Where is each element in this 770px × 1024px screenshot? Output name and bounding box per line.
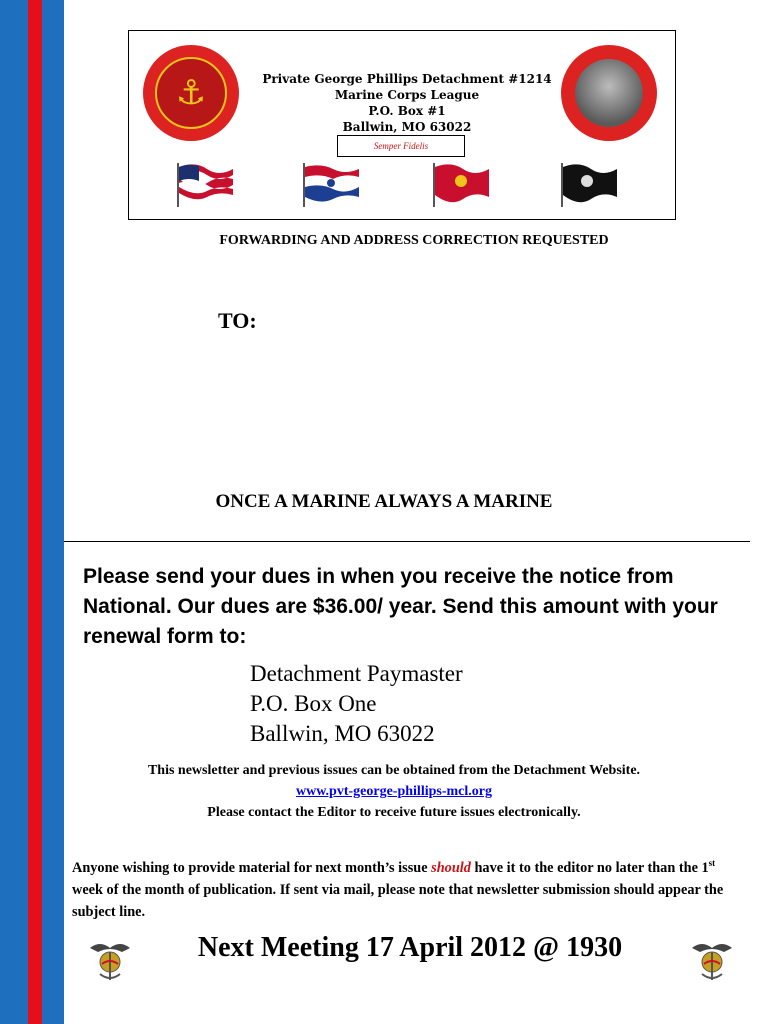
- forwarding-notice: FORWARDING AND ADDRESS CORRECTION REQUESTED: [219, 233, 609, 248]
- org-city: Ballwin, MO 63022: [342, 120, 472, 134]
- detachment-seal: [561, 45, 657, 141]
- website-note-line2: Please contact the Editor to receive future issues electronically.: [207, 805, 581, 820]
- eagle-globe-anchor-icon: [88, 938, 132, 982]
- address-line: Ballwin, MO 63022: [250, 721, 435, 746]
- should-emphasis: should: [431, 859, 471, 876]
- left-red-stripe: [28, 0, 42, 1024]
- ordinal-suffix: st: [708, 858, 716, 868]
- address-line: P.O. Box One: [250, 691, 377, 716]
- website-note-line1: This newsletter and previous issues can be obtained from the Detachment Website.: [147, 763, 641, 778]
- marine-corps-flag-icon: [431, 161, 491, 209]
- address-line: Detachment Paymaster: [250, 661, 463, 686]
- paymaster-address: [250, 659, 463, 749]
- material-text-1: Anyone wishing to provide material for next month’s issue: [72, 859, 432, 876]
- pow-mia-flag-icon: [559, 161, 619, 209]
- eagle-globe-anchor-icon: ⚓: [175, 73, 207, 113]
- motto-line: ONCE A MARINE ALWAYS A MARINE: [215, 491, 553, 512]
- material-text-2: have it to the editor no later than the 1: [470, 859, 709, 876]
- semper-fidelis-box: Semper Fidelis: [337, 135, 465, 157]
- org-name: Private George Phillips Detachment #1214: [262, 72, 552, 86]
- us-flag-icon: [175, 161, 235, 209]
- marine-corps-league-seal: [143, 45, 239, 141]
- to-label: TO:: [218, 308, 257, 333]
- portrait-photo: [575, 59, 643, 127]
- next-meeting-banner: Next Meeting 17 April 2012 @ 1930: [197, 932, 623, 963]
- return-address-box: [128, 30, 676, 220]
- org-league: Marine Corps League: [334, 88, 480, 102]
- website-link[interactable]: www.pvt-george-phillips-mcl.org: [296, 784, 492, 799]
- org-po-box: P.O. Box #1: [368, 104, 446, 118]
- organization-address: [257, 71, 557, 135]
- eagle-globe-anchor-icon: [690, 938, 734, 982]
- left-blue-stripe-inner: [42, 0, 64, 1024]
- material-submission-note: [72, 852, 732, 923]
- left-blue-stripe: [0, 0, 28, 1024]
- material-text-3: week of the month of publication. If sent via mail, please note that newsletter submission should appear the subject line.: [72, 881, 724, 920]
- website-note: [64, 760, 724, 823]
- dues-paragraph: Please send your dues in when you receive the notice from National. Our dues are $36.00/ year. Send this amount with your renewal form to:: [83, 565, 718, 648]
- divider: [64, 541, 750, 542]
- missouri-flag-icon: [301, 161, 361, 209]
